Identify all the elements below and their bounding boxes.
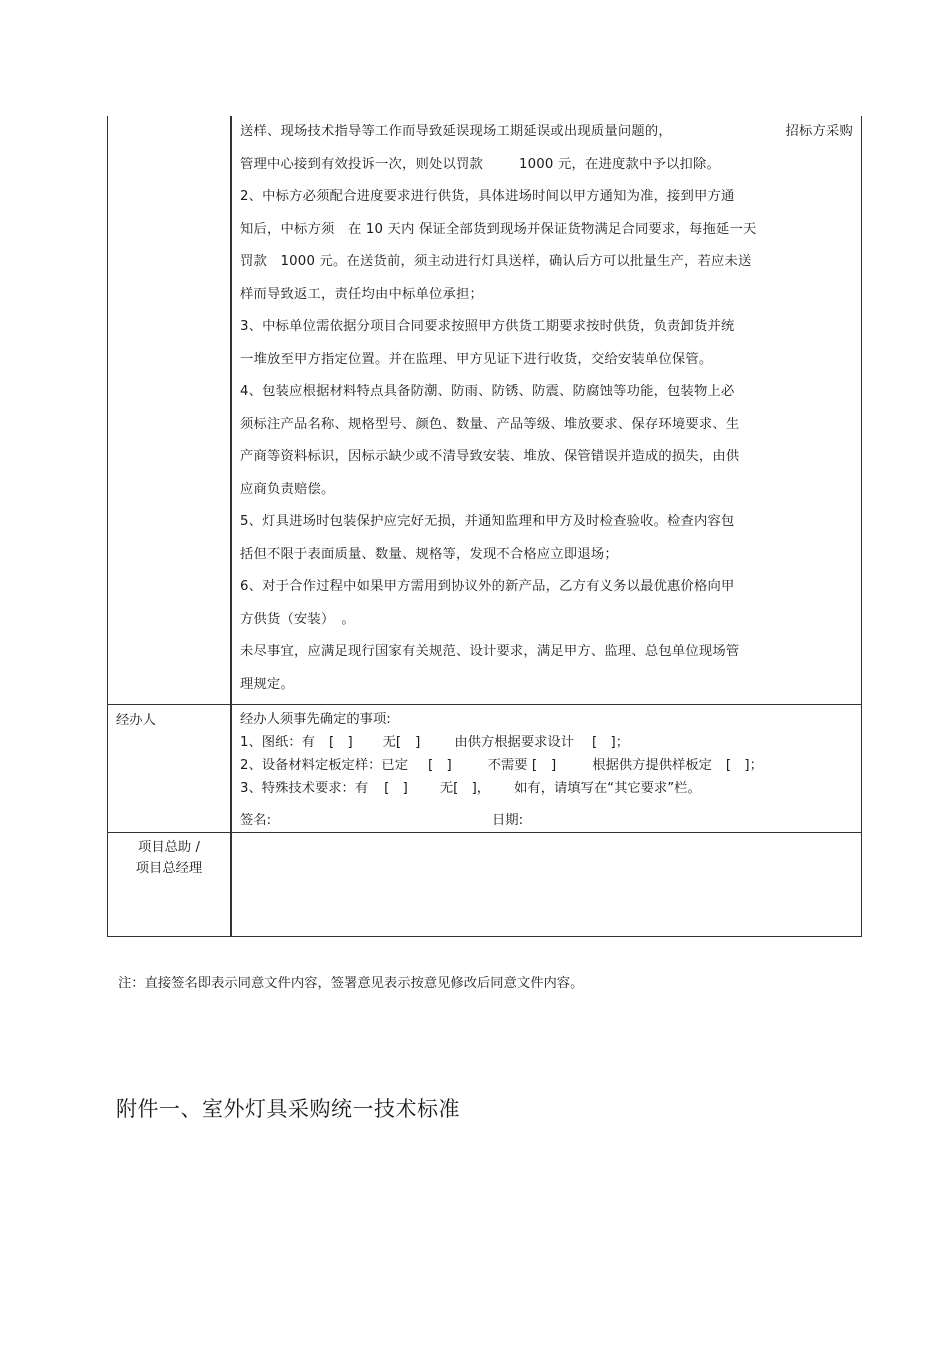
- drawing-yes-checkbox[interactable]: [ ]: [328, 735, 353, 750]
- clause-5-line-2: 括但不限于表面质量、数量、规格等，发现不合格应立即退场；: [240, 546, 618, 562]
- special-label: 3、特殊技术要求：有: [240, 781, 369, 796]
- drawing-line: [240, 731, 853, 754]
- date-field[interactable]: 日期:: [492, 813, 524, 828]
- clause-4-line-1: 4、包装应根据材料特点具备防潮、防雨、防锈、防震、防腐蚀等功能，包装物上必: [240, 384, 735, 399]
- sample-line: [240, 754, 853, 777]
- special-yes-checkbox[interactable]: [ ]: [384, 781, 408, 796]
- clause-4-line-4: 应商负责赔偿。: [240, 481, 335, 497]
- sample-fixed-checkbox[interactable]: [ ]: [428, 758, 452, 773]
- clause-1-line-2: [240, 149, 853, 182]
- clause-1-text-a: 送样、现场技术指导等工作而导致延误现场工期延误或出现质量问题的，: [240, 124, 672, 139]
- agent-intro: 经办人须事先确定的事项:: [240, 712, 391, 727]
- drawing-supplier-label: 由供方根据要求设计: [454, 735, 575, 750]
- sample-not-needed-checkbox[interactable]: ]: [551, 758, 557, 773]
- sample-label: 2、设备材料定板定样：已定: [240, 758, 409, 773]
- clause-2-line-3: 罚款 1000 元。在送货前，须主动进行灯具送样，确认后方可以批量生产，若应未送: [240, 254, 752, 269]
- clause-6-line-1: 6、对于合作过程中如果甲方需用到协议外的新产品，乙方有义务以最优惠价格向甲: [240, 579, 735, 594]
- approval-table: [107, 116, 862, 937]
- clause-6-line-2: 方供货（安装） 。: [240, 611, 355, 627]
- clause-2-line-2: 知后，中标方须 在 10 天内 保证全部货到现场并保证货物满足合同要求，每拖延一天: [240, 221, 757, 237]
- drawing-no-label: 无[: [382, 735, 402, 750]
- clauses-label-cell: [108, 116, 232, 705]
- clause-1-line-1: [240, 116, 853, 149]
- closing-line-2: 理规定。: [240, 676, 294, 692]
- clause-1-text-d: 1000 元，在进度款中予以扣除。: [518, 156, 720, 172]
- special-no-checkbox[interactable]: 无[ ]，: [439, 781, 491, 796]
- sample-not-needed-label: 不需要 [: [487, 758, 538, 773]
- clause-2-line-1: 2、中标方必须配合进度要求进行供货，具体进场时间以甲方通知为准，接到甲方通: [240, 189, 735, 204]
- signature-row: [240, 809, 853, 832]
- agent-row: [108, 705, 862, 833]
- clause-2-line-4: 样而导致返工，责任均由中标单位承担；: [240, 286, 483, 302]
- clauses-cell: [231, 116, 862, 705]
- drawing-no-checkbox[interactable]: ]: [415, 735, 421, 750]
- manager-label-cell: [108, 833, 232, 937]
- clauses-row: [108, 116, 862, 705]
- manager-label-line-2: 项目总经理: [135, 861, 203, 876]
- agent-label: 经办人: [116, 713, 156, 728]
- signature-field[interactable]: 签名:: [240, 813, 272, 828]
- clauses-text: [232, 116, 861, 701]
- clause-1-text-c: 管理中心接到有效投诉一次，则处以罚款: [240, 156, 483, 172]
- manager-label-line-1: 项目总助 /: [138, 840, 200, 855]
- special-note: 如有，请填写在“其它要求”栏。: [514, 781, 701, 796]
- sample-supplier-label: 根据供方提供样板定: [592, 758, 712, 773]
- manager-row: [108, 833, 862, 937]
- clause-3-line-2: 一堆放至甲方指定位置。并在监理、甲方见证下进行收货，交给安装单位保管。: [240, 351, 713, 367]
- special-line: [240, 777, 853, 800]
- drawing-supplier-checkbox[interactable]: [ ]；: [592, 735, 629, 750]
- clause-4-line-3: 产商等资料标识，因标示缺少或不清导致安装、堆放、保管错误并造成的损失，由供: [240, 449, 740, 464]
- clause-5-line-1: 5、灯具进场时包装保护应完好无损，并通知监理和甲方及时检查验收。检查内容包: [240, 514, 735, 529]
- manager-signature-cell[interactable]: [231, 833, 862, 937]
- manager-label: [108, 833, 230, 879]
- agent-cell: [231, 705, 862, 833]
- footnote: 注：直接签名即表示同意文件内容，签署意见表示按意见修改后同意文件内容。: [118, 976, 584, 991]
- clause-4-line-2: 须标注产品名称、规格型号、颜色、数量、产品等级、堆放要求、保存环境要求、生: [240, 416, 740, 432]
- clause-3-line-1: 3、中标单位需依据分项目合同要求按照甲方供货工期要求按时供货，负责卸货并统: [240, 319, 735, 334]
- section-heading: 附件一、室外灯具采购统一技术标准: [116, 1097, 460, 1121]
- agent-items: [232, 705, 861, 832]
- drawing-label: 1、图纸：有: [240, 735, 315, 750]
- sample-supplier-checkbox[interactable]: [ ]；: [725, 758, 763, 773]
- agent-label-cell: [108, 705, 232, 833]
- clause-1-text-b: 招标方采购: [785, 124, 853, 139]
- closing-line-1: 未尽事宜，应满足现行国家有关规范、设计要求，满足甲方、监理、总包单位现场管: [240, 644, 740, 659]
